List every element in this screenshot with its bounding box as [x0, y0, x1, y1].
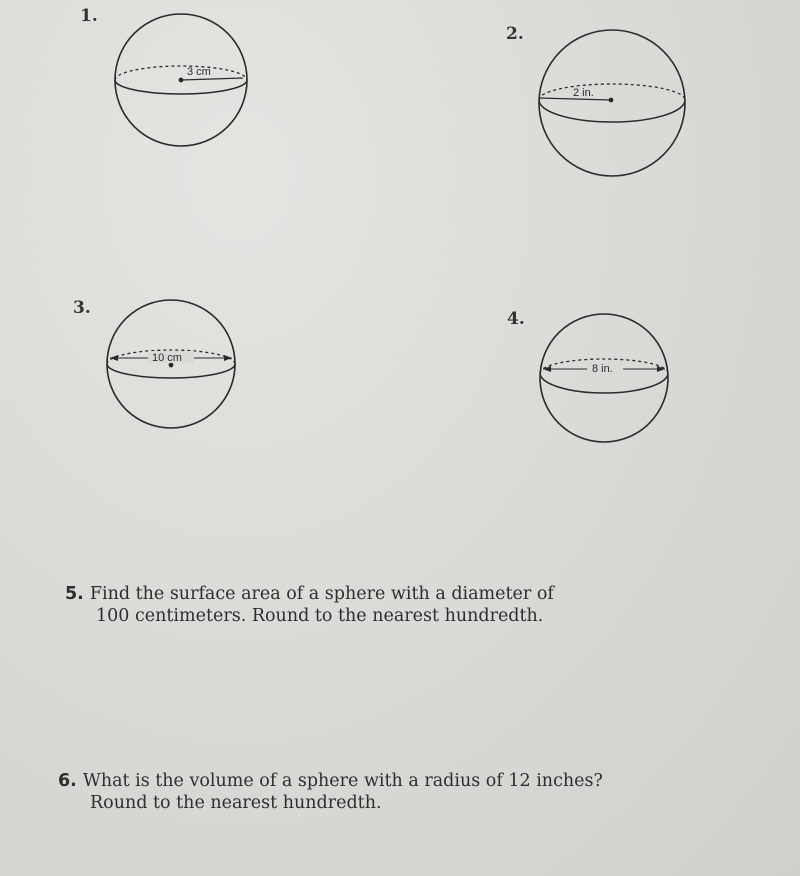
question-6-line1: What is the volume of a sphere with a radius of 12 inches? — [82, 771, 603, 791]
problem-2-number: 2. — [506, 24, 524, 44]
sphere-4 — [537, 313, 671, 445]
question-6-number: 6. — [58, 771, 77, 791]
problem-4-number: 4. — [507, 309, 525, 329]
sphere-3 — [104, 298, 238, 430]
problem-1-number: 1. — [80, 6, 98, 26]
question-5 — [65, 583, 554, 627]
sphere-2 — [536, 28, 688, 178]
sphere-2-measure: 2 in. — [573, 87, 594, 99]
sphere-1 — [110, 12, 252, 148]
question-5-line1: Find the surface area of a sphere with a diameter of — [89, 584, 554, 604]
question-6-line2: Round to the nearest hundredth. — [90, 793, 382, 813]
sphere-3-measure: 10 cm — [152, 352, 182, 364]
question-5-line2: 100 centimeters. Round to the nearest hundredth. — [96, 606, 544, 626]
question-6 — [58, 770, 603, 814]
sphere-1-measure: 3 cm — [187, 66, 211, 78]
problem-3-number: 3. — [73, 298, 91, 318]
question-5-number: 5. — [65, 584, 84, 604]
sphere-4-measure: 8 in. — [592, 363, 613, 375]
